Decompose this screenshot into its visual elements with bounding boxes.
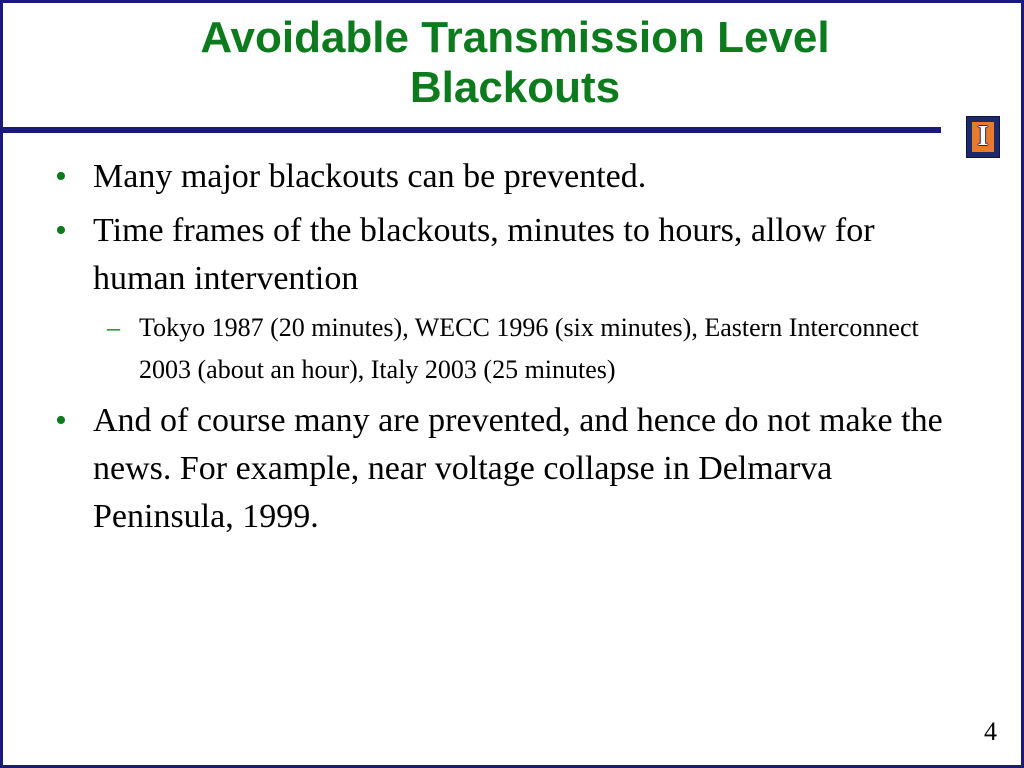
title-line-1: Avoidable Transmission Level bbox=[200, 13, 830, 62]
slide-content bbox=[3, 153, 963, 547]
university-logo-icon bbox=[966, 116, 1000, 158]
sub-bullet-text: Tokyo 1987 (20 minutes), WECC 1996 (six minutes), Eastern Interconnect 2003 (about an hour), Italy 2003 (25 minutes) bbox=[139, 313, 919, 384]
bullet-item bbox=[3, 153, 963, 201]
bullet-item bbox=[3, 397, 963, 541]
slide-title bbox=[3, 13, 1024, 113]
page-number: 4 bbox=[984, 717, 997, 746]
bullet-icon: • bbox=[55, 212, 67, 249]
bullet-icon: • bbox=[55, 402, 67, 439]
logo-letter: I bbox=[977, 121, 989, 152]
bullet-text: And of course many are prevented, and hence do not make the news. For example, near voltage collapse in Delmarva Peninsula, 1999. bbox=[93, 402, 943, 535]
title-divider bbox=[3, 127, 941, 133]
bullet-text: Many major blackouts can be prevented. bbox=[93, 158, 647, 195]
bullet-text: Time frames of the blackouts, minutes to hours, allow for human intervention bbox=[93, 212, 875, 297]
sub-bullet-item bbox=[3, 307, 963, 391]
bullet-icon: • bbox=[55, 158, 67, 195]
title-line-2: Blackouts bbox=[409, 63, 621, 112]
logo-inner bbox=[972, 122, 994, 152]
dash-icon: – bbox=[107, 313, 120, 342]
bullet-item bbox=[3, 207, 963, 303]
